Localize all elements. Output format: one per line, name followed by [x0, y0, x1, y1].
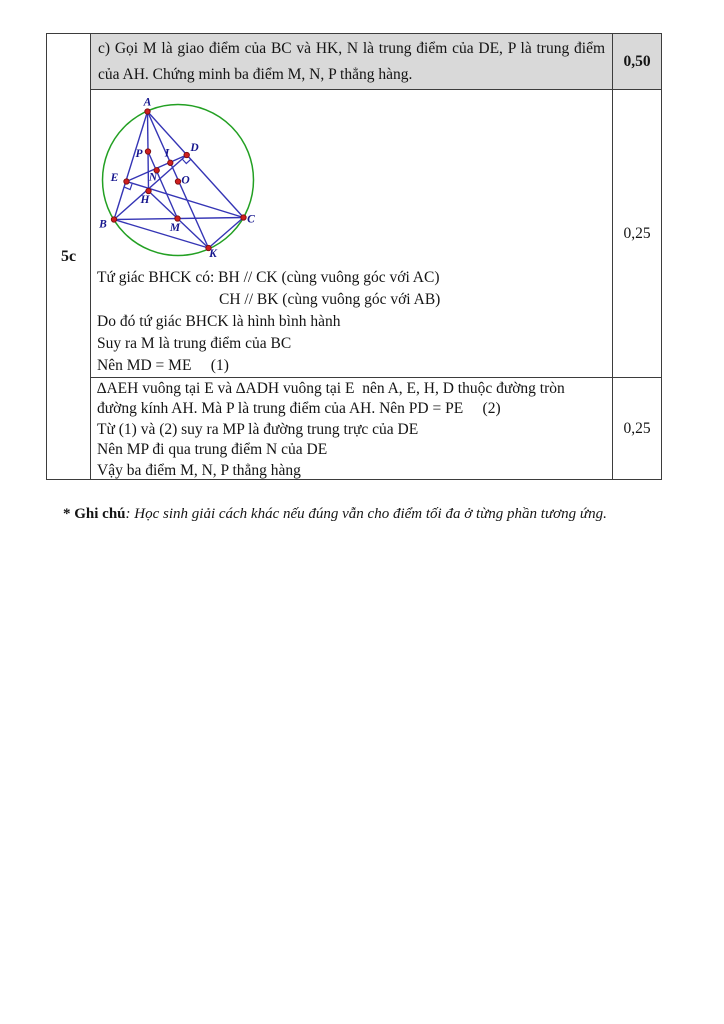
- figure-label-O: O: [181, 174, 190, 187]
- figure-label-K: K: [209, 248, 217, 261]
- footnote-label: * Ghi chú: [63, 506, 126, 522]
- solution-line: CH // BK (cùng vuông góc với AB): [219, 291, 441, 308]
- solution-line: đường kính AH. Mà P là trung điểm của AH. Nên PD = PE (2): [97, 400, 501, 418]
- solution-cell-2: [90, 377, 612, 479]
- solution-line: Tứ giác BHCK có: BH // CK (cùng vuông góc với AC): [97, 269, 440, 286]
- solution-line: Suy ra M là trung điểm của BC: [97, 335, 292, 352]
- score-cell-question: [612, 34, 661, 89]
- figure-label-E: E: [110, 172, 119, 185]
- figure-label-P: P: [135, 148, 143, 161]
- question-line: của AH. Chứng minh ba điểm M, N, P thẳng hàng.: [98, 65, 413, 83]
- footnote-text: : Học sinh giải cách khác nếu đúng vẫn cho điểm tối đa ở từng phần tương ứng.: [125, 506, 607, 522]
- answer-table: [46, 33, 662, 480]
- score-value: 0,25: [623, 419, 651, 437]
- figure-label-M: M: [169, 222, 181, 235]
- solution-line: Nên MD = ME (1): [97, 357, 229, 374]
- question-line: c) Gọi M là giao điểm của BC và HK, N là trung điểm của DE, P là trung điểm: [98, 40, 605, 57]
- figure-label-H: H: [140, 194, 150, 207]
- score-value: 0,50: [623, 52, 651, 70]
- figure-point-B: [111, 217, 116, 222]
- figure-label-A: A: [143, 96, 152, 109]
- figure-label-I: I: [164, 147, 170, 160]
- figure-point-A: [145, 109, 150, 114]
- solution-line: Từ (1) và (2) suy ra MP là đường trung trực của DE: [97, 420, 419, 438]
- solution-cell-1: [90, 89, 612, 377]
- figure-label-C: C: [247, 213, 255, 226]
- geometry-figure: [95, 94, 265, 267]
- figure-label-N: N: [148, 171, 158, 184]
- item-label: 5c: [60, 247, 77, 265]
- solution-line: Do đó tứ giác BHCK là hình bình hành: [97, 313, 341, 330]
- score-cell-solution-2: [612, 377, 661, 479]
- question-cell: [90, 34, 612, 89]
- figure-point-O: [175, 179, 180, 184]
- score-value: 0,25: [623, 224, 651, 242]
- figure-point-D: [184, 152, 189, 157]
- figure-point-P: [145, 149, 150, 154]
- figure-label-B: B: [99, 218, 107, 231]
- figure-point-C: [241, 215, 246, 220]
- figure-label-D: D: [190, 142, 199, 155]
- figure-point-M: [175, 216, 180, 221]
- item-label-cell: [47, 34, 90, 479]
- footnote: [48, 489, 658, 540]
- solution-line: Nên MP đi qua trung điểm N của DE: [97, 441, 328, 459]
- figure-point-I: [168, 160, 173, 165]
- solution-line: ∆AEH vuông tại E và ∆ADH vuông tại E nên A, E, H, D thuộc đường tròn: [97, 380, 565, 397]
- figure-point-E: [124, 179, 129, 184]
- solution-line: Vậy ba điểm M, N, P thẳng hàng: [97, 461, 301, 479]
- score-cell-solution-1: [612, 89, 661, 377]
- figure-point-H: [146, 188, 151, 193]
